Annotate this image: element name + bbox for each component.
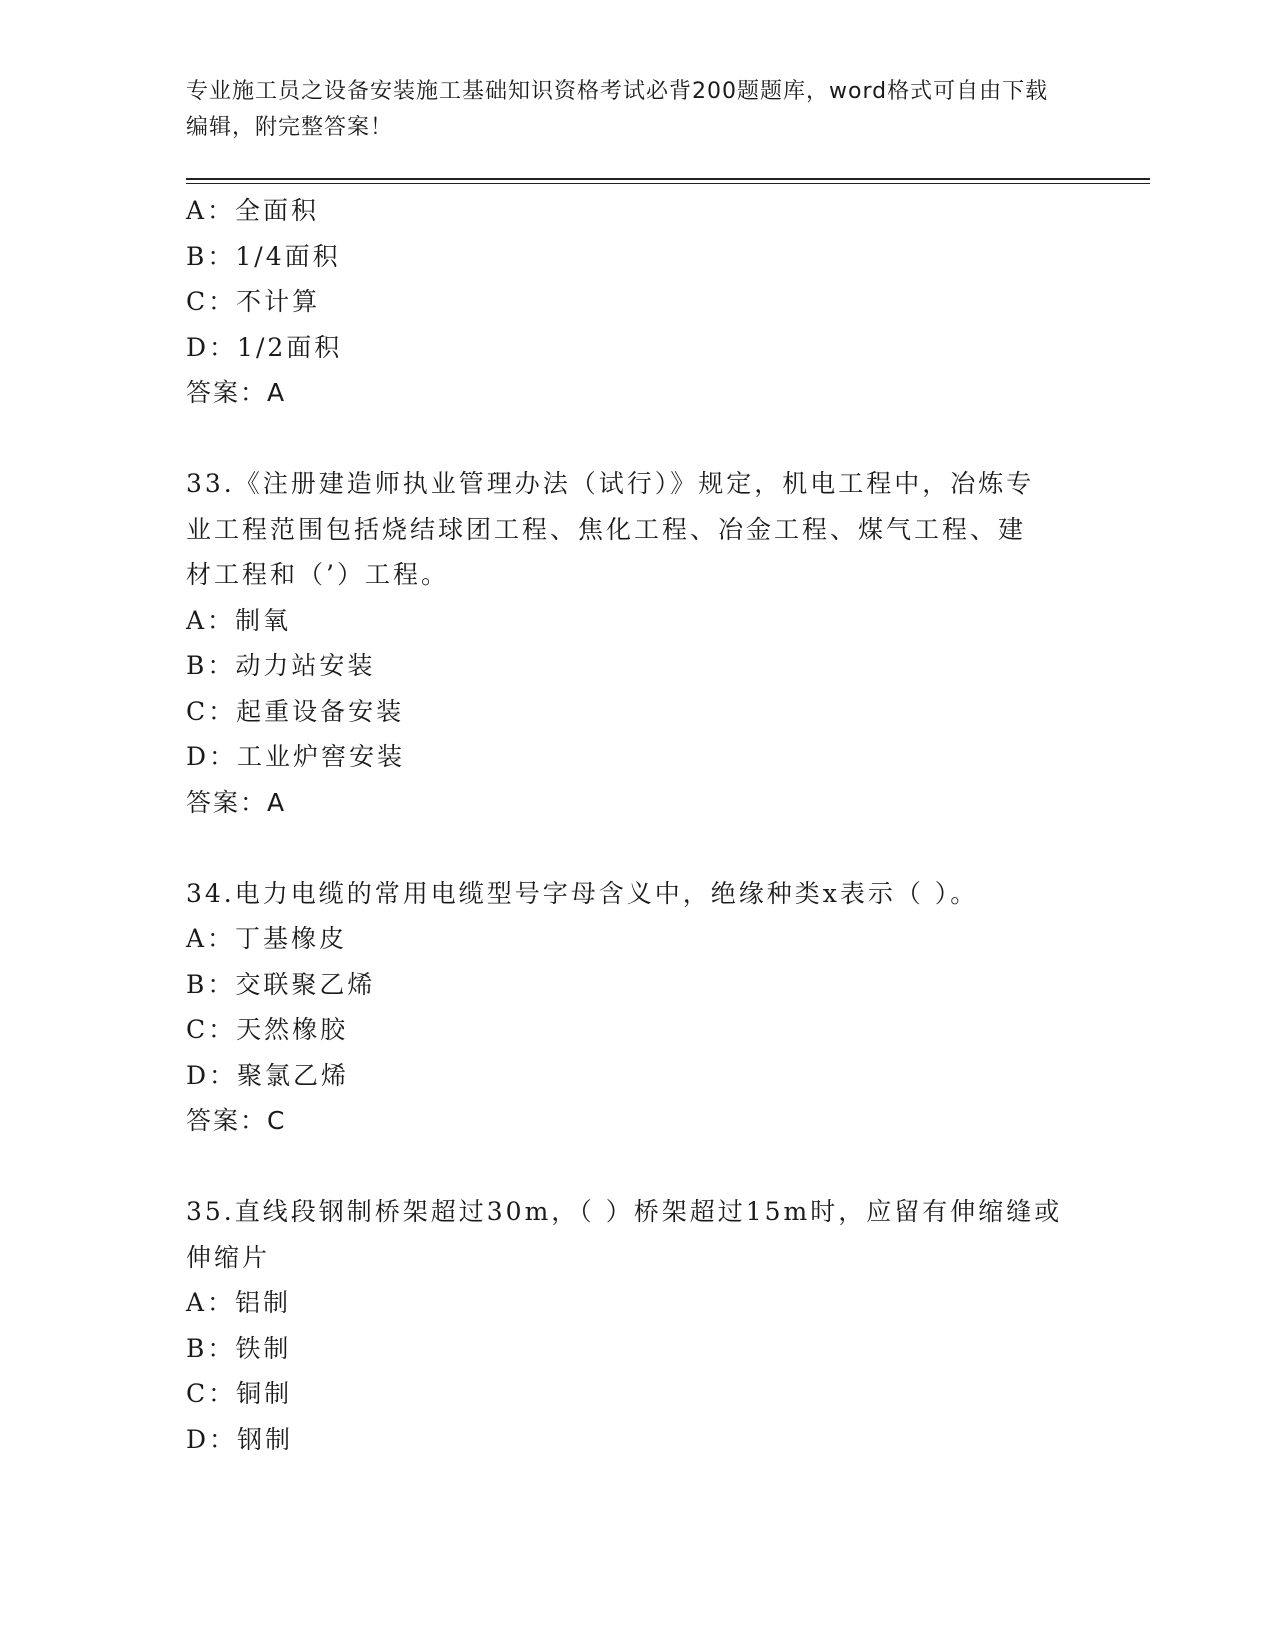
option-c: C：铜制 [186,1379,293,1408]
option-a: A：丁基橡皮 [186,924,348,953]
document-header: 专业施工员之设备安装施工基础知识资格考试必背200题题库，word格式可自由下载编辑，附完整答案！ [186,79,1049,140]
answer: 答案：A [186,787,287,817]
question-text-line: 材工程和（’）工程。 [186,560,449,589]
header-divider [186,178,1150,180]
option-b: B：铁制 [186,1333,292,1363]
header-divider-thin [186,183,1150,184]
option-b: B：交联聚乙烯 [186,969,376,999]
answer: 答案：A [186,378,287,407]
spacer [186,825,1086,871]
option-d: D：1/2面积 [186,332,343,362]
option-a: A：制氧 [186,605,292,635]
option-d: D：钢制 [186,1424,294,1454]
option-d: D：工业炉窖安装 [186,742,406,771]
option-a: A：铝制 [186,1288,292,1317]
option-a: A：全面积 [186,196,320,225]
question-text-line: 34.电力电缆的常用电缆型号字母含义中，绝缘种类x表示（ ）。 [186,878,979,908]
option-c: C：天然橡胶 [186,1015,349,1044]
question-35 [186,1189,1086,1462]
option-b: B：动力站安装 [186,651,376,680]
question-text-line: 35.直线段钢制桥架超过30m，（ ）桥架超过15m时，应留有伸缩缝或 [186,1197,1063,1226]
answer: 答案：C [186,1106,287,1135]
question-34 [186,871,1086,1144]
spacer [186,416,1086,462]
option-b: B：1/4面积 [186,241,341,271]
question-list [186,188,1086,1462]
question-text-line: 伸缩片 [186,1242,271,1272]
question-text-line: 33.《注册建造师执业管理办法（试行）》规定，机电工程中，冶炼专 [186,469,1035,498]
question-text-line: 业工程范围包括烧结球团工程、焦化工程、冶金工程、煤气工程、建 [186,514,1027,544]
option-c: C：起重设备安装 [186,696,405,726]
question-32 [186,188,1086,416]
option-d: D：聚氯乙烯 [186,1060,350,1090]
spacer [186,1144,1086,1190]
option-c: C：不计算 [186,287,321,316]
question-33 [186,461,1086,825]
